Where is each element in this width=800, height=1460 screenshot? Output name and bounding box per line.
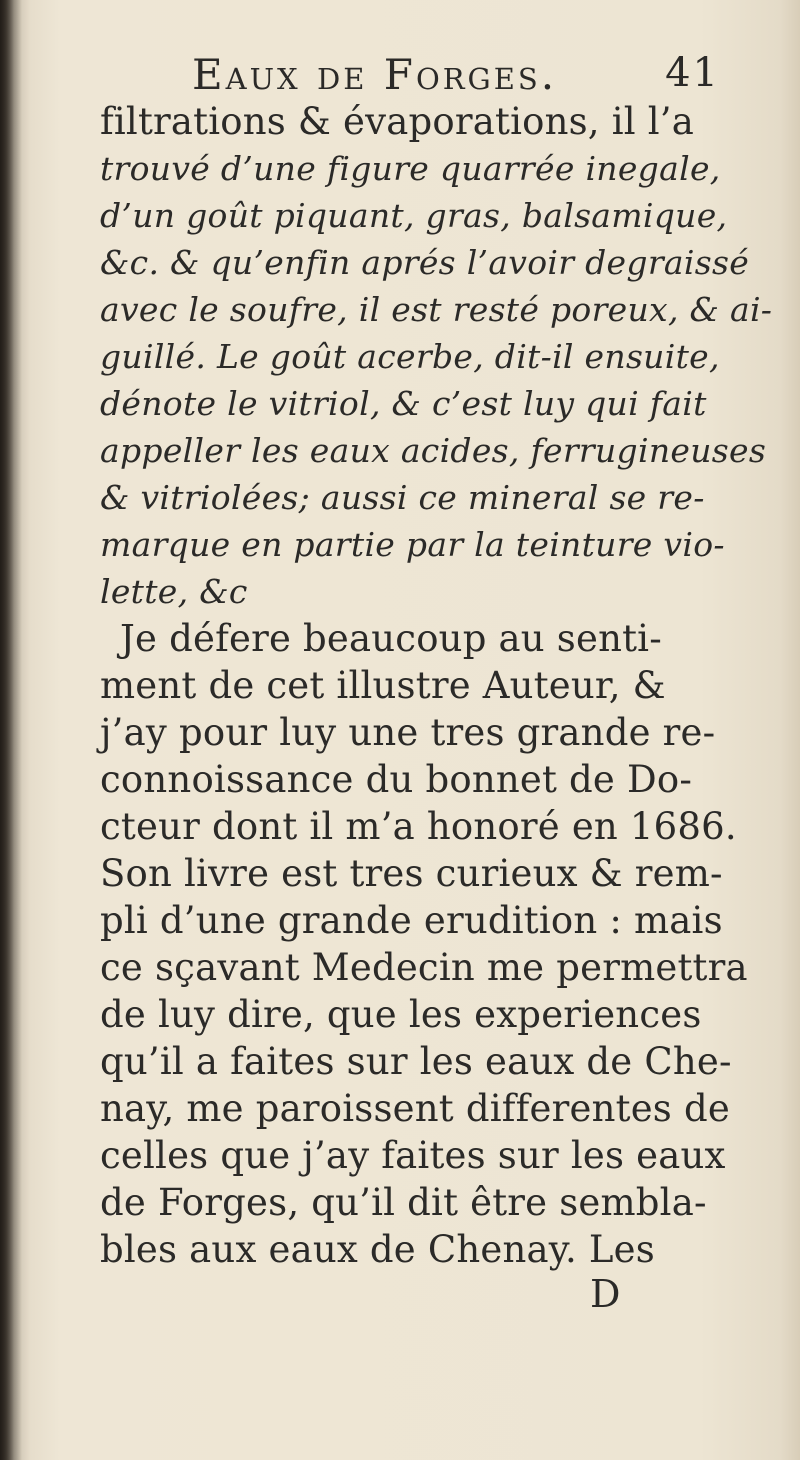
text-line: ment de cet illustre Auteur, &	[100, 664, 666, 707]
text-line: bles aux eaux de Chenay. Les	[100, 1228, 655, 1271]
text-line: j’ay pour luy une tres grande re-	[100, 711, 716, 754]
text-line: de luy dire, que les experiences	[100, 993, 702, 1036]
text-line: filtrations & évaporations, il l’a	[100, 100, 694, 143]
text-line: cteur dont il m’a honoré en 1686.	[100, 805, 737, 848]
text-line: & vitriolées; aussi ce mineral se re-	[100, 478, 705, 517]
text-line: marque en partie par la teinture vio-	[100, 525, 725, 564]
binding-shadow	[0, 0, 22, 1460]
text-line: qu’il a faites sur les eaux de Che-	[100, 1040, 732, 1083]
body-text	[100, 98, 773, 1273]
text-line: trouvé d’une figure quarrée inegale,	[100, 149, 721, 188]
text-line: connoissance du bonnet de Do-	[100, 758, 693, 801]
text-line: lette, &c	[100, 572, 248, 611]
text-line: nay, me paroissent differentes de	[100, 1087, 730, 1130]
text-line: Son livre est tres curieux & rem-	[100, 852, 723, 895]
page-number: 41	[665, 50, 720, 96]
text-line: appeller les eaux acides, ferrugineuses	[100, 431, 767, 470]
text-line: d’un goût piquant, gras, balsamique,	[100, 196, 728, 235]
text-line: de Forges, qu’il dit être sembla-	[100, 1181, 707, 1224]
paragraph-start-line: Je défere beaucoup au senti-	[120, 617, 662, 660]
text-line: avec le soufre, il est resté poreux, & ai-	[100, 290, 773, 329]
text-line: dénote le vitriol, & c’est luy qui fait	[100, 384, 707, 423]
running-head: Eaux de Forges.	[192, 50, 558, 99]
text-line: pli d’une grande erudition : mais	[100, 899, 723, 942]
text-line: ce sçavant Medecin me permettra	[100, 946, 748, 989]
text-line: celles que j’ay faites sur les eaux	[100, 1134, 726, 1177]
text-line: &c. & qu’enfin aprés l’avoir degraissé	[100, 243, 750, 282]
text-line: guillé. Le goût acerbe, dit-il ensuite,	[100, 337, 720, 376]
signature-mark: D	[590, 1272, 621, 1316]
